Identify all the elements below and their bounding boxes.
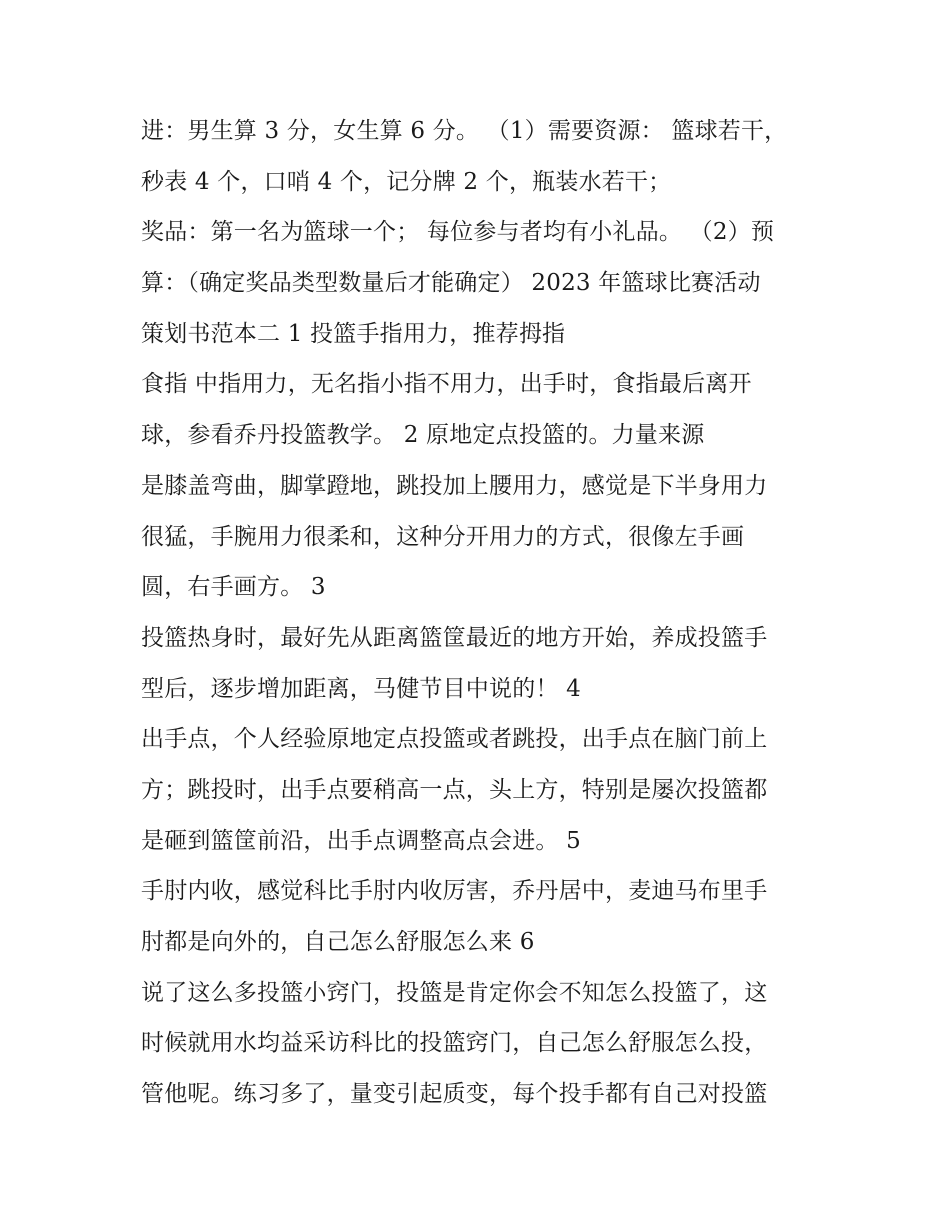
- body-text: [141, 112, 821, 1126]
- text-line: 很猛，手腕用力很柔和，这种分开用力的方式，很像左手画: [141, 523, 745, 550]
- text-line: 管他呢。练习多了，量变引起质变，每个投手都有自己对投篮: [141, 1081, 768, 1108]
- text-line: 出手点，个人经验原地定点投篮或者跳投，出手点在脑门前上: [141, 726, 768, 753]
- text-line: 秒表 4 个，口哨 4 个，记分牌 2 个，瓶装水若干；: [141, 168, 672, 195]
- text-line: 说了这么多投篮小窍门，投篮是肯定你会不知怎么投篮了，这: [141, 979, 768, 1006]
- text-line: 时候就用水均益采访科比的投篮窍门，自己怎么舒服怎么投，: [141, 1030, 768, 1057]
- text-line: 食指 中指用力，无名指小指不用力，出手时，食指最后离开: [141, 371, 752, 398]
- text-line: 奖品：第一名为篮球一个； 每位参与者均有小礼品。 （2）预: [141, 219, 775, 246]
- text-line: 型后，逐步增加距离，马健节目中说的！ 4: [141, 675, 581, 702]
- text-line: 策划书范本二 1 投篮手指用力，推荐拇指: [141, 320, 566, 347]
- text-line: 进：男生算 3 分，女生算 6 分。 （1）需要资源： 篮球若干，: [141, 118, 788, 144]
- text-line: 算：（确定奖品类型数量后才能确定） 2023 年篮球比赛活动: [141, 270, 761, 297]
- text-line: 手肘内收，感觉科比手肘内收厉害，乔丹居中，麦迪马布里手: [141, 878, 768, 905]
- text-line: 方；跳投时，出手点要稍高一点，头上方，特别是屡次投篮都: [141, 776, 768, 803]
- text-line: 是砸到篮筐前沿，出手点调整高点会进。 5: [141, 827, 581, 854]
- text-line: 圆，右手画方。 3: [141, 574, 326, 601]
- text-line: 球，参看乔丹投篮教学。 2 原地定点投篮的。力量来源: [141, 422, 705, 449]
- text-line: 是膝盖弯曲，脚掌蹬地，跳投加上腰用力，感觉是下半身用力: [141, 472, 768, 499]
- text-line: 肘都是向外的，自己怎么舒服怎么来 6: [141, 929, 535, 955]
- text-line: 投篮热身时，最好先从距离篮筐最近的地方开始，养成投篮手: [141, 624, 768, 651]
